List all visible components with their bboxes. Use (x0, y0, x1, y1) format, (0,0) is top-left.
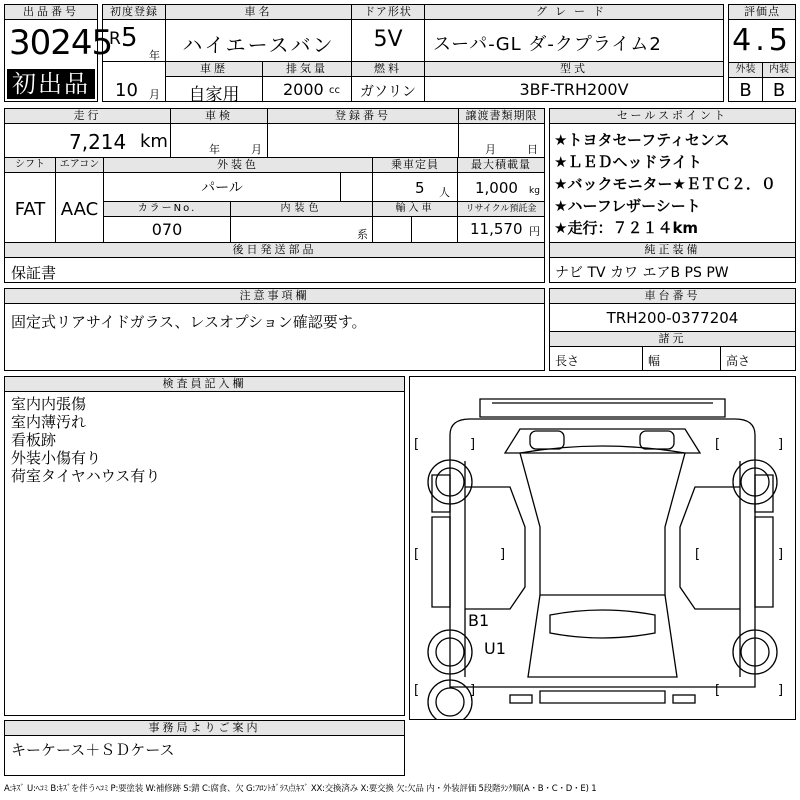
inspector-line-5: 荷室タイヤハウス有り (11, 467, 161, 485)
chassis-number: TRH200-0377204 (606, 309, 739, 327)
fuel-label: 燃料 (352, 62, 424, 77)
damage-mark-b1: B1 (468, 611, 490, 630)
car-diagram (410, 377, 795, 719)
load-label: 最大積載量 (458, 158, 544, 173)
inspector-label: 検査員記入欄 (5, 377, 404, 392)
color-label: 外装色 (104, 158, 372, 173)
regno-label: 登録番号 (268, 109, 458, 124)
ext-score: B (739, 80, 752, 101)
int-score-label: 内装 (763, 63, 795, 78)
notes-label: 注意事項欄 (5, 289, 544, 304)
office-label: 事務局よりご案内 (5, 721, 404, 736)
fuel: ガソリン (360, 84, 416, 100)
bracket-right-close: ] (778, 437, 784, 452)
bracket-rear-right-open: [ (715, 683, 721, 698)
bracket-mid-right-close: ] (778, 547, 784, 562)
history: 自家用 (188, 85, 240, 105)
mileage-label: 走行 (5, 109, 170, 124)
grade-label: グレード (425, 5, 723, 20)
score: 4.5 (732, 23, 792, 58)
displacement: 2000 (283, 80, 324, 99)
score-box (728, 4, 796, 102)
model: 3BF-TRH200V (519, 80, 629, 99)
car-name-label: 車名 (166, 5, 351, 20)
top-row-2 (102, 61, 724, 105)
capacity: 5 (415, 179, 425, 197)
transfer-label: 譲渡書類期限 (459, 109, 544, 124)
top-row-1 (102, 4, 724, 62)
displacement-unit: cc (329, 85, 340, 96)
equipment-label: 純正装備 (550, 243, 795, 258)
year-unit: 年 (149, 49, 160, 62)
width-label: 幅 (648, 354, 661, 368)
score-label: 評価点 (729, 5, 795, 20)
int-score: B (772, 80, 786, 101)
capacity-unit: 人 (439, 186, 450, 199)
bracket-mid-left-open: [ (414, 547, 420, 562)
bracket-rear-left-close: ] (470, 683, 476, 698)
bracket-mid-right-open: [ (695, 547, 701, 562)
ext-score-label: 外装 (729, 63, 762, 78)
load: 1,000 (475, 179, 518, 197)
reg-era: R (109, 29, 121, 49)
dims-label: 諸元 (550, 332, 795, 347)
interior-label: 内装色 (231, 202, 372, 216)
mileage-unit: km (140, 131, 168, 152)
office-text: キーケース＋ＳＤケース (11, 741, 175, 759)
sales-point-5: ★走行：７２１４km (554, 219, 699, 237)
color: パール (201, 180, 243, 196)
sales-point-3: ★バックモニター★ＥＴＣ２．０ (554, 175, 776, 193)
sales-label: セールスポイント (550, 109, 795, 124)
damage-mark-u1: U1 (484, 639, 506, 658)
grade: スーパ-GL ダ-クプライム2 (433, 34, 662, 55)
sales-point-4: ★ハーフレザーシート (554, 197, 701, 215)
length-label: 長さ (555, 354, 580, 368)
transfer-day-unit: 日 (527, 143, 538, 156)
mileage: 7,214 (69, 130, 127, 154)
recycle-unit: 円 (529, 225, 540, 238)
lot-number: 30245 (9, 23, 113, 63)
interior-unit: 系 (357, 228, 368, 241)
shift: FAT (14, 199, 46, 220)
reg-label: 初度登録 (103, 5, 165, 20)
load-unit: kg (529, 186, 540, 196)
sales-point-1: ★トヨタセーフティセンス (554, 131, 730, 149)
model-label: 型式 (425, 62, 723, 77)
inspection-year-unit: 年 (209, 143, 220, 156)
bracket-left-open: [ (414, 437, 420, 452)
chassis-box (549, 288, 796, 371)
inspection-label: 車検 (171, 109, 267, 124)
inspector-line-3: 看板跡 (11, 431, 57, 449)
capacity-label: 乗車定員 (373, 158, 457, 173)
transfer-month-unit: 月 (485, 143, 496, 156)
inspector-line-1: 室内内張傷 (11, 395, 87, 413)
later-parts-label: 後日発送部品 (5, 243, 544, 258)
ac-label: エアコン (56, 158, 103, 173)
inspector-line-2: 室内薄汚れ (11, 413, 87, 431)
door-label: ドア形状 (352, 5, 424, 20)
bracket-rear-left-open: [ (414, 683, 420, 698)
inspector-box (4, 376, 405, 716)
bracket-mid-left-close: ] (500, 547, 506, 562)
car-diagram-box (409, 376, 796, 720)
reg-year: 5 (121, 23, 138, 53)
lot-label: 出品番号 (5, 5, 97, 20)
details-box (4, 108, 545, 283)
history-label: 車歴 (166, 62, 262, 77)
bracket-right-open: [ (715, 437, 721, 452)
ac: AAC (60, 199, 99, 220)
colorno-label: カラーNo. (104, 202, 230, 216)
sales-point-2: ★ＬＥＤヘッドライト (554, 153, 702, 171)
inspector-line-4: 外装小傷有り (11, 449, 102, 467)
reg-month: 10 (115, 80, 138, 101)
office-box (4, 720, 405, 776)
first-listing-badge: 初出品 (7, 69, 95, 99)
notes-text: 固定式リアサイドガラス、レスオプション確認要す。 (11, 313, 367, 331)
colorno: 070 (151, 220, 183, 239)
lot-box (4, 4, 113, 102)
sales-box (549, 108, 796, 283)
inspection-month-unit: 月 (251, 143, 262, 156)
shift-label: シフト (5, 158, 55, 173)
height-label: 高さ (726, 354, 751, 368)
equipment: ナビ TV カワ エアB PS PW (555, 265, 729, 281)
recycle: 11,570 (470, 220, 523, 238)
notes-box (4, 288, 545, 371)
bracket-left-close: ] (470, 437, 476, 452)
month-unit: 月 (149, 88, 160, 101)
chassis-label: 車台番号 (550, 289, 795, 304)
car-name: ハイエースバン (182, 33, 335, 57)
displacement-label: 排気量 (263, 62, 351, 77)
recycle-label: リサイクル預託金 (458, 202, 544, 216)
bracket-rear-right-close: ] (778, 683, 784, 698)
import-label: 輸入車 (373, 202, 457, 216)
door-type: 5V (373, 27, 403, 52)
later-parts: 保証書 (11, 264, 57, 282)
legend: A:ｷｽﾞ U:ﾍｺﾐ B:ｷｽﾞを伴うﾍｺﾐ P:要塗装 W:補修跡 S:錆 C:腐食、欠 G:ﾌﾛﾝﾄｶﾞﾗｽ点ｷｽﾞ XX:交換済み X:要交換 欠:欠品 内・外装評価 5段階ﾗﾝｸ順(A・B・C・D・E) 1 (4, 784, 597, 794)
